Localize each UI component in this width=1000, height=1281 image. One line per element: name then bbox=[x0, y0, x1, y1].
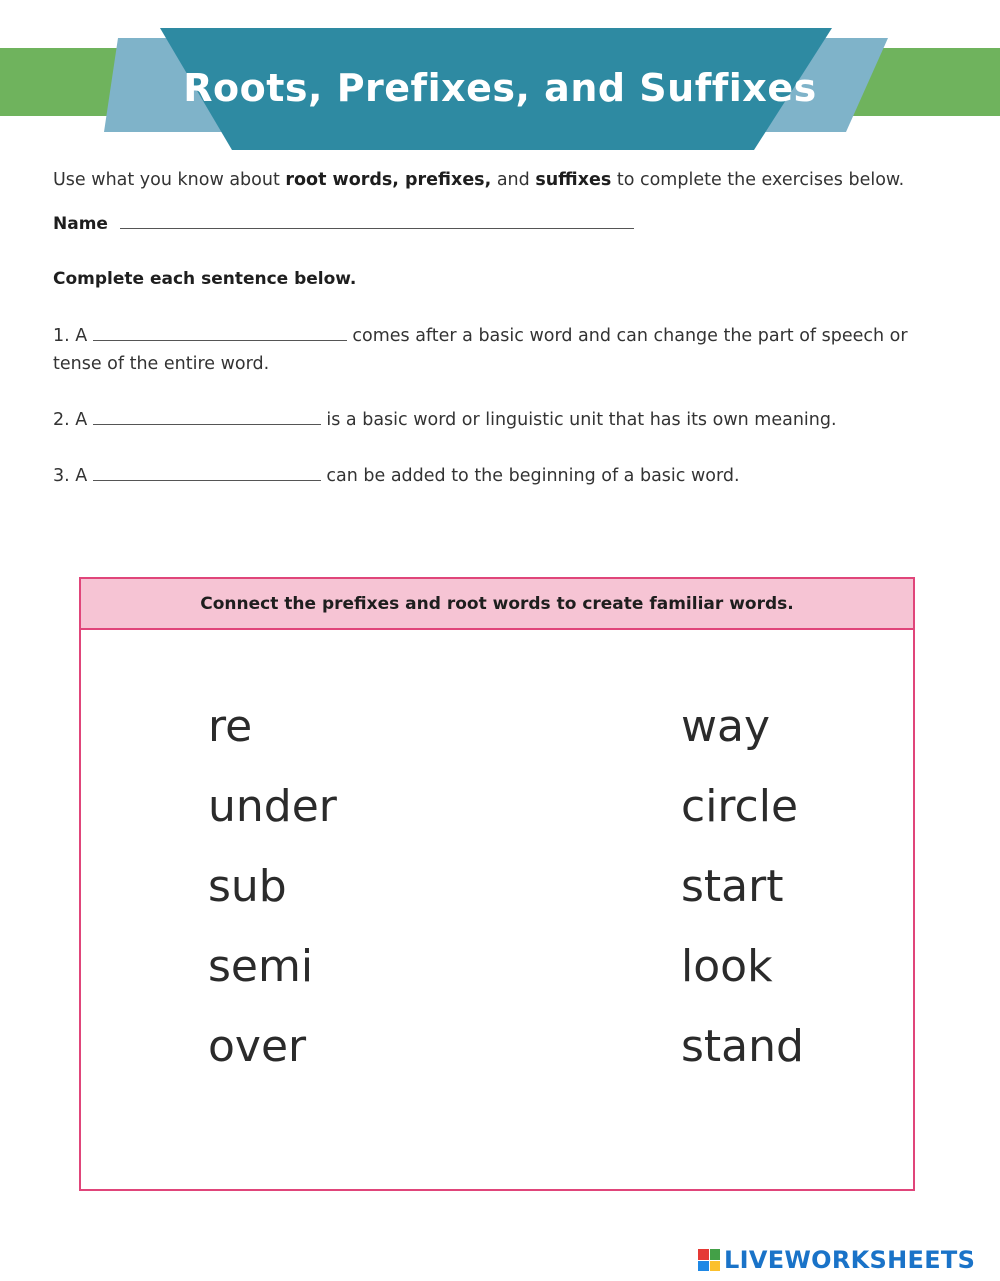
prefix-sub[interactable]: sub bbox=[208, 861, 287, 912]
section-heading: Complete each sentence below. bbox=[53, 269, 357, 289]
question-3: 3. A can be added to the beginning of a basic word. bbox=[53, 466, 740, 486]
prefix-column bbox=[208, 687, 337, 1087]
title-banner bbox=[0, 28, 1000, 154]
instructions: Use what you know about root words, prefixes, and suffixes to complete the exercises below. bbox=[53, 170, 905, 190]
name-row bbox=[53, 214, 634, 234]
prefix-over[interactable]: over bbox=[208, 1021, 307, 1072]
root-stand[interactable]: stand bbox=[681, 1021, 804, 1072]
root-look[interactable]: look bbox=[681, 941, 773, 992]
answer-blank-2[interactable] bbox=[93, 410, 321, 425]
worksheet-title: Roots, Prefixes, and Suffixes bbox=[183, 66, 817, 110]
root-way[interactable]: way bbox=[681, 701, 770, 752]
name-field[interactable] bbox=[120, 214, 634, 229]
root-start[interactable]: start bbox=[681, 861, 784, 912]
root-circle[interactable]: circle bbox=[681, 781, 799, 832]
question-2: 2. A is a basic word or linguistic unit that has its own meaning. bbox=[53, 410, 837, 430]
root-column bbox=[681, 687, 804, 1087]
question-1: 1. A comes after a basic word and can change the part of speech or tense of the entire word. bbox=[53, 326, 908, 374]
liveworksheets-logo-icon bbox=[698, 1249, 720, 1271]
prefix-under[interactable]: under bbox=[208, 781, 337, 832]
answer-blank-1[interactable] bbox=[93, 326, 347, 341]
answer-blank-3[interactable] bbox=[93, 466, 321, 481]
prefix-re[interactable]: re bbox=[208, 701, 253, 752]
liveworksheets-brand[interactable] bbox=[698, 1244, 975, 1276]
prefix-semi[interactable]: semi bbox=[208, 941, 314, 992]
matching-box bbox=[79, 577, 915, 1191]
matching-heading: Connect the prefixes and root words to create familiar words. bbox=[81, 579, 913, 630]
brand-name: LIVEWORKSHEETS bbox=[724, 1246, 976, 1274]
name-label: Name bbox=[53, 214, 108, 234]
